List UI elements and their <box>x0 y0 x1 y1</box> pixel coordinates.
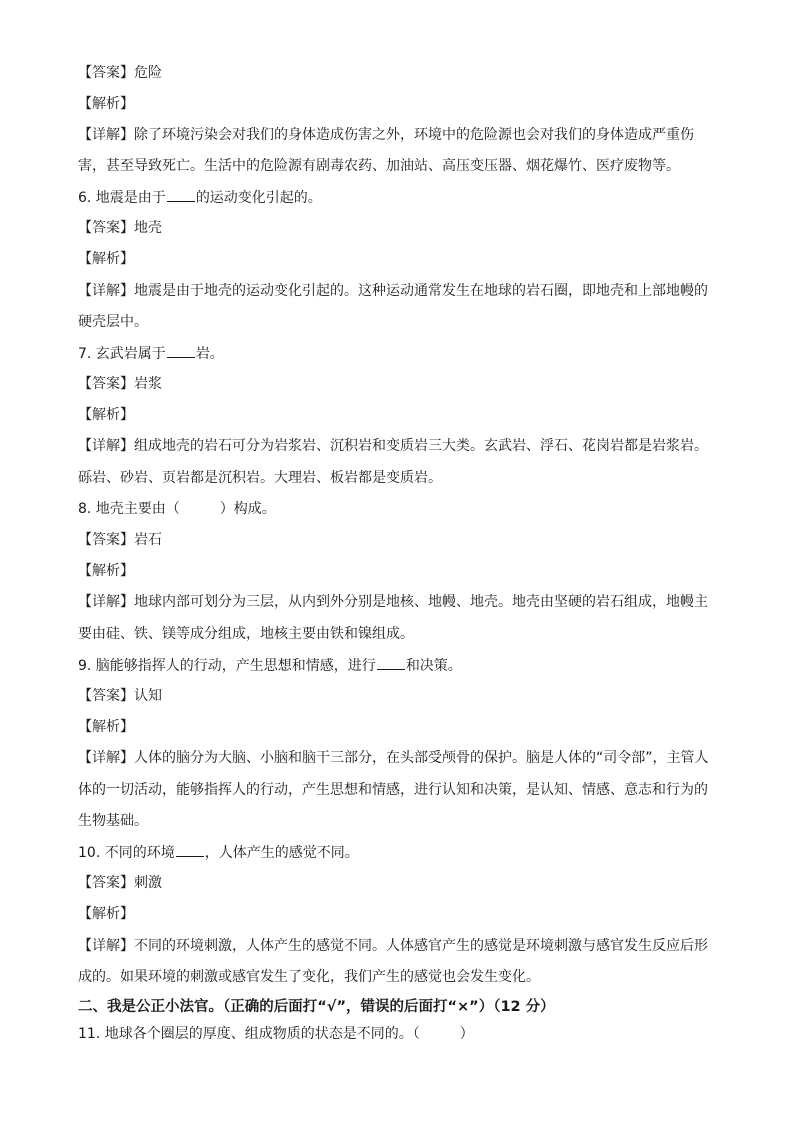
question-9 <box>78 656 718 675</box>
answer-text: 岩浆 <box>134 376 162 392</box>
detail-text: 地震是由于地壳的运动变化引起的。这种运动通常发生在地球的岩石圈，即地壳和上部地幔的 <box>134 283 708 299</box>
question-text: 8. 地壳主要由（ <box>78 501 180 517</box>
answer-blank[interactable] <box>176 843 204 857</box>
answer-text: 认知 <box>134 688 162 704</box>
answer-line <box>78 375 718 393</box>
question-10 <box>78 843 718 862</box>
answer-tag: 【答案】 <box>78 875 134 891</box>
analysis-tag: 【解析】 <box>78 96 134 112</box>
question-text: 10. 不同的环境 <box>78 845 175 861</box>
detail-line: 硬壳层中。 <box>78 314 148 330</box>
detail-text: 地球内部可划分为三层，从内到外分别是地核、地幔、地壳。地壳由坚硬的岩石组成，地幔主 <box>134 594 708 610</box>
question-text: 9. 脑能够指挥人的行动，产生思想和情感，进行 <box>78 658 376 674</box>
detail-tag: 【详解】 <box>78 438 134 454</box>
detail-text: 组成地壳的岩石可分为岩浆岩、沉积岩和变质岩三大类。玄武岩、浮石、花岗岩都是岩浆岩。 <box>134 438 708 454</box>
detail-text: 人体的脑分为大脑、小脑和脑干三部分，在头部受颅骨的保护。脑是人体的“司令部”，主管人 <box>134 750 709 766</box>
answer-line <box>78 219 718 237</box>
answer-text: 危险 <box>134 65 162 81</box>
detail-line: 砾岩、砂岩、页岩都是沉积岩。大理岩、板岩都是变质岩。 <box>78 470 442 486</box>
detail-line <box>78 593 718 611</box>
detail-line <box>78 126 718 144</box>
analysis-tag: 【解析】 <box>78 251 134 267</box>
detail-line <box>78 282 718 300</box>
answer-text: 刺激 <box>134 875 162 891</box>
detail-line: 要由硅、铁、镁等成分组成，地核主要由铁和镍组成。 <box>78 626 414 642</box>
answer-tag: 【答案】 <box>78 688 134 704</box>
answer-blank[interactable] <box>167 188 195 202</box>
detail-tag: 【详解】 <box>78 750 134 766</box>
question-text: ）构成。 <box>219 501 276 517</box>
analysis-tag: 【解析】 <box>78 719 134 735</box>
question-text: ） <box>459 1026 474 1042</box>
detail-line <box>78 937 718 955</box>
analysis-tag: 【解析】 <box>78 906 134 922</box>
answer-tag: 【答案】 <box>78 532 134 548</box>
answer-tag: 【答案】 <box>78 220 134 236</box>
answer-blank[interactable] <box>377 656 405 670</box>
question-text: 和决策。 <box>405 658 462 674</box>
answer-line <box>78 687 718 705</box>
detail-line: 体的一切活动，能够指挥人的行动，产生思想和情感，进行认知和决策，是认知、情感、意志和行为的 <box>78 782 708 798</box>
answer-tag: 【答案】 <box>78 65 134 81</box>
detail-line <box>78 437 718 455</box>
detail-tag: 【详解】 <box>78 127 134 143</box>
detail-line <box>78 749 718 767</box>
question-text: 的运动变化引起的。 <box>195 190 322 206</box>
detail-text: 不同的环境刺激，人体产生的感觉不同。人体感官产生的感觉是环境刺激与感官发生反应后形 <box>134 938 708 954</box>
question-text: ，人体产生的感觉不同。 <box>204 845 359 861</box>
question-text: 11. 地球各个圈层的厚度、组成物质的状态是不同的。（ <box>78 1026 420 1042</box>
detail-tag: 【详解】 <box>78 594 134 610</box>
question-8 <box>78 500 718 518</box>
question-text: 6. 地震是由于 <box>78 190 166 206</box>
analysis-tag: 【解析】 <box>78 563 134 579</box>
detail-line: 生物基础。 <box>78 813 148 829</box>
detail-line: 害，甚至导致死亡。生活中的危险源有剧毒农药、加油站、高压变压器、烟花爆竹、医疗废物等。 <box>78 158 680 174</box>
detail-tag: 【详解】 <box>78 283 134 299</box>
question-6 <box>78 188 718 207</box>
answer-line <box>78 64 718 82</box>
answer-blank[interactable] <box>167 344 195 358</box>
question-11 <box>78 1025 718 1043</box>
detail-text: 除了环境污染会对我们的身体造成伤害之外，环境中的危险源也会对我们的身体造成严重伤 <box>134 127 694 143</box>
analysis-tag: 【解析】 <box>78 407 134 423</box>
detail-tag: 【详解】 <box>78 938 134 954</box>
answer-line <box>78 874 718 892</box>
answer-tag: 【答案】 <box>78 376 134 392</box>
detail-line: 成的。如果环境的刺激或感官发生了变化，我们产生的感觉也会发生变化。 <box>78 969 540 985</box>
answer-text: 地壳 <box>134 220 162 236</box>
question-text: 岩。 <box>195 346 224 362</box>
question-7 <box>78 344 718 363</box>
answer-text: 岩石 <box>134 532 162 548</box>
answer-line <box>78 531 718 549</box>
question-text: 7. 玄武岩属于 <box>78 346 166 362</box>
section-heading: 二、我是公正小法官。（正确的后面打“√”，错误的后面打“×”）（12 分） <box>78 999 555 1015</box>
